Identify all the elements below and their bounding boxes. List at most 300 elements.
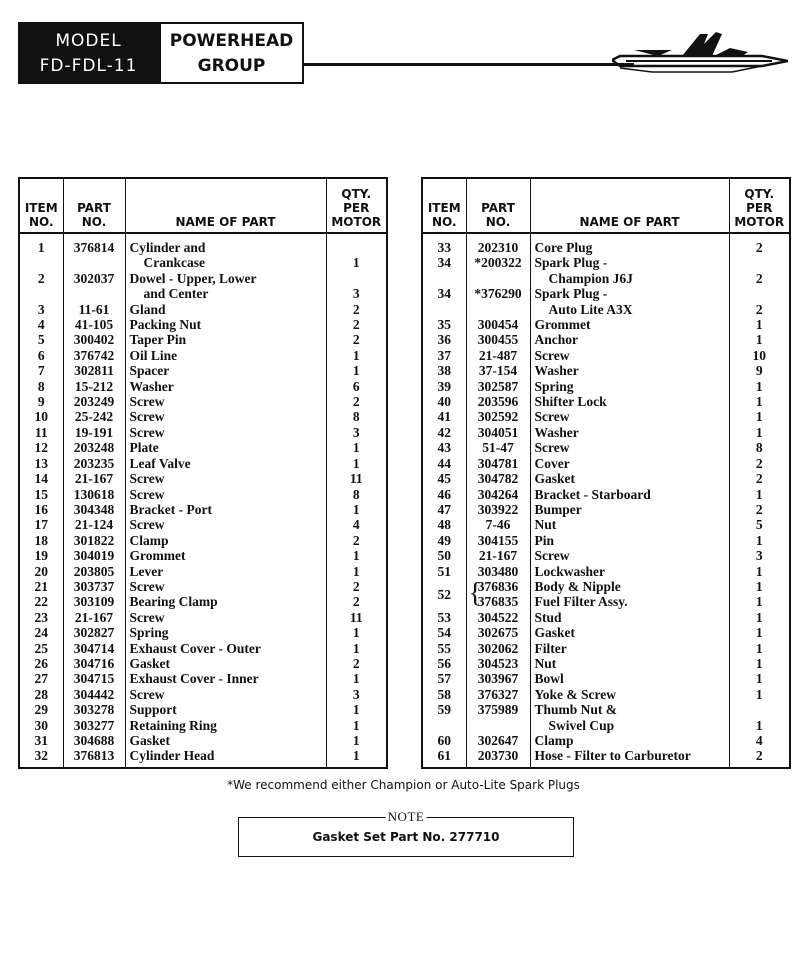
item-no: 5 [19,332,63,347]
header-part-no: PART NO. [466,178,530,233]
qty-per-motor: 2 [352,594,360,610]
part-name-line: Gasket [129,655,170,671]
part-name-line: Champion J6J [548,270,633,286]
part-name-line: and Center [143,286,209,302]
table-row [422,233,790,255]
qty-per-motor: 3 [352,686,360,702]
table-row [422,332,790,347]
part-no: *376290 [466,286,530,317]
item-no: 24 [19,625,63,640]
table-row [19,317,387,332]
part-no: 303480 [466,564,530,579]
qty-per-motor: 8 [755,440,763,456]
part-name [530,502,729,517]
item-no: 23 [19,610,63,625]
qty-per-motor: 1 [352,548,360,564]
table-row [422,471,790,486]
part-no: 11-61 [63,302,125,317]
part-name [530,471,729,486]
table-row [19,363,387,378]
table-row [19,548,387,563]
qty-per-motor: 2 [755,240,763,255]
qty-per-motor: 2 [755,501,763,517]
brace-bracket: { [468,577,482,609]
table-row [422,425,790,440]
table-row [422,409,790,424]
qty-per-motor: 1 [755,409,763,425]
qty-per-motor: 1 [352,733,360,748]
part-name-line: Bracket - Port [129,501,212,517]
part-name-line: Lockwasher [534,563,605,579]
part-name-line: Spark Plug - [534,255,608,271]
part-name-line: Core Plug [534,240,593,255]
table-row [19,471,387,486]
part-name [530,286,729,317]
part-no: 130618 [63,487,125,502]
item-no: 3 [19,302,63,317]
part-name [530,456,729,471]
part-name-line: Pin [534,532,555,548]
item-no: 58 [422,687,466,702]
table-row [19,487,387,502]
part-name [125,440,326,455]
qty-per-motor: 10 [752,347,766,363]
item-no: 42 [422,425,466,440]
qty-per-motor: 1 [755,532,763,548]
item-no: 43 [422,440,466,455]
qty-per-motor: 1 [755,609,763,625]
qty-per-motor: 1 [352,702,360,718]
part-name [530,440,729,455]
part-name-line: Screw [129,409,165,425]
part-name-line: Exhaust Cover - Inner [129,671,259,687]
table-row [19,502,387,517]
item-no: 12 [19,440,63,455]
item-no: 54 [422,625,466,640]
qty-per-motor: 1 [352,563,360,579]
item-no: 56 [422,656,466,671]
qty-per-motor: 2 [755,455,763,471]
part-name [125,748,326,767]
part-name-line: Washer [534,424,579,440]
table-row [19,656,387,671]
part-no: 203235 [63,456,125,471]
item-no: 8 [19,379,63,394]
item-no: 4 [19,317,63,332]
table-row [19,687,387,702]
part-name-line: Cylinder and [129,240,206,255]
group-title-line2: GROUP [197,56,266,76]
table-row [422,440,790,455]
table-row [19,579,387,594]
item-no: 47 [422,502,466,517]
part-name-line: Fuel Filter Assy. [534,594,628,610]
part-name-line: Bearing Clamp [129,594,218,610]
table-row [19,733,387,748]
part-name [125,502,326,517]
table-row [422,502,790,517]
part-name-line: Screw [129,394,165,410]
item-no: 59 [422,702,466,733]
part-name-line: Grommet [534,317,591,333]
part-name-line: Screw [129,609,165,625]
table-row [19,271,387,302]
table-row [422,286,790,317]
part-name [530,687,729,702]
part-name [125,271,326,302]
group-title-box [159,22,304,84]
part-name-line: Retaining Ring [129,717,217,733]
item-no: 40 [422,394,466,409]
group-title-line1: POWERHEAD [169,31,294,51]
part-name [530,487,729,502]
part-name-line: Thumb Nut & [534,702,618,718]
part-name [530,409,729,424]
table-row [422,579,790,610]
item-no: 53 [422,610,466,625]
table-row [19,233,387,271]
part-no: 376742 [63,348,125,363]
part-name-line: Gasket [129,733,170,748]
qty-per-motor: 2 [755,270,763,286]
item-no: 38 [422,363,466,378]
item-no: 14 [19,471,63,486]
qty-per-motor: 5 [755,517,763,533]
qty-per-motor: 11 [349,471,363,487]
parts-rows-left [19,233,387,768]
item-no: 50 [422,548,466,563]
qty-per-motor: 1 [352,440,360,456]
part-name [530,317,729,332]
part-name-line: Grommet [129,548,186,564]
model-label: MODEL [55,31,122,51]
part-no: 304155 [466,533,530,548]
item-no: 11 [19,425,63,440]
part-no: 300402 [63,332,125,347]
item-no: 41 [422,409,466,424]
part-name [530,579,729,610]
part-name-line: Washer [129,378,174,394]
item-no: 30 [19,718,63,733]
qty-per-motor: 4 [755,733,763,748]
header-name-of-part: NAME OF PART [125,178,326,233]
qty-per-motor: 1 [352,748,360,764]
part-no: 21-167 [63,471,125,486]
part-name-line: Spark Plug - [534,286,608,302]
table-row [19,409,387,424]
part-name [530,394,729,409]
part-name-line: Clamp [534,733,574,748]
qty-per-motor: 4 [352,517,360,533]
header-rule [304,63,634,66]
part-no: 304348 [63,502,125,517]
table-row [19,348,387,363]
qty-per-motor: 2 [352,332,360,348]
part-name-line: Gland [129,301,166,317]
part-no: 203248 [63,440,125,455]
table-header-row [422,178,790,233]
qty-per-motor: 2 [352,394,360,410]
part-name [125,594,326,609]
part-no: 302811 [63,363,125,378]
part-no: 37-154 [466,363,530,378]
table-row [19,718,387,733]
parts-rows-right [422,233,790,768]
part-name-line: Cylinder Head [129,748,215,764]
part-no: 302647 [466,733,530,748]
part-no: 303109 [63,594,125,609]
table-row [422,671,790,686]
item-no: 19 [19,548,63,563]
part-name-line: Spacer [129,363,170,379]
part-name [125,733,326,748]
qty-per-motor: 1 [352,347,360,363]
part-no: 304715 [63,671,125,686]
part-no: 304523 [466,656,530,671]
part-no-line: 376835 [477,594,519,610]
item-no: 13 [19,456,63,471]
item-no: 6 [19,348,63,363]
part-name [125,471,326,486]
item-no: 21 [19,579,63,594]
part-name-line: Nut [534,655,557,671]
qty-per-motor: 3 [755,548,763,564]
part-name [125,548,326,563]
part-name-line: Crankcase [143,255,205,271]
part-no: 203730 [466,748,530,767]
item-no: 37 [422,348,466,363]
part-name [125,517,326,532]
header-name-of-part: NAME OF PART [530,178,729,233]
part-no: 21-487 [466,348,530,363]
item-no: 55 [422,641,466,656]
qty-per-motor [729,579,790,610]
part-no: 203596 [466,394,530,409]
part-name-line: Screw [534,347,570,363]
part-no: 302675 [466,625,530,640]
part-no: 303278 [63,702,125,717]
part-name [530,748,729,767]
part-name-line: Gasket [534,625,575,641]
part-name [530,233,729,255]
part-no: 304019 [63,548,125,563]
item-no: 32 [19,748,63,767]
qty-per-motor: 3 [352,286,360,302]
part-name-line: Screw [129,578,165,594]
table-row [19,702,387,717]
item-no: 60 [422,733,466,748]
qty-per-motor: 6 [352,378,360,394]
part-name [125,718,326,733]
part-name [125,625,326,640]
qty-per-motor: 1 [755,655,763,671]
item-no: 34 [422,255,466,286]
part-no: 304716 [63,656,125,671]
part-name-line: Hose - Filter to Carburetor [534,748,691,764]
part-name [125,487,326,502]
part-no: 203805 [63,564,125,579]
part-name [530,641,729,656]
part-no: 304522 [466,610,530,625]
item-no: 34 [422,286,466,317]
part-name [125,363,326,378]
qty-line: 1 [755,594,763,610]
item-no: 10 [19,409,63,424]
qty-per-motor: 1 [755,640,763,656]
part-name-line: Clamp [129,532,169,548]
part-name-line: Support [129,702,177,718]
item-no: 16 [19,502,63,517]
qty-per-motor: 8 [352,486,360,502]
qty-per-motor: 2 [352,655,360,671]
item-no: 29 [19,702,63,717]
qty-per-motor: 2 [352,301,360,317]
part-no: *200322 [466,255,530,286]
part-name [125,656,326,671]
qty-per-motor: 1 [352,640,360,656]
part-name-line: Spring [534,378,574,394]
table-row [422,733,790,748]
part-name [530,671,729,686]
qty-per-motor: 1 [755,686,763,702]
part-no: 15-212 [63,379,125,394]
part-no: 21-167 [63,610,125,625]
part-name [530,702,729,733]
part-name-line: Plate [129,440,159,456]
part-no: 376814 [63,233,125,271]
table-row [19,625,387,640]
table-row [422,255,790,286]
table-row [422,548,790,563]
item-no: 52 [422,579,466,610]
part-name-line: Screw [129,471,165,487]
table-row [422,641,790,656]
qty-per-motor: 1 [755,717,763,733]
part-name-line: Anchor [534,332,578,348]
table-row [422,687,790,702]
item-no: 46 [422,487,466,502]
part-name [125,564,326,579]
part-name-line: Packing Nut [129,317,202,333]
qty-per-motor: 2 [755,471,763,487]
table-row [422,363,790,378]
qty-per-motor: 2 [755,748,763,764]
item-no: 17 [19,517,63,532]
parts-table-left [18,177,388,769]
part-name [125,579,326,594]
part-name [530,610,729,625]
part-name [125,533,326,548]
qty-per-motor: 2 [755,301,763,317]
table-row [19,533,387,548]
qty-per-motor: 1 [352,363,360,379]
part-no: 304264 [466,487,530,502]
part-no [466,579,530,610]
qty-per-motor: 8 [352,409,360,425]
part-name [530,255,729,286]
part-name-line: Gasket [534,471,575,487]
part-name [530,733,729,748]
part-name [530,517,729,532]
table-row [19,456,387,471]
part-name [125,233,326,271]
table-row [422,348,790,363]
qty-per-motor: 1 [755,563,763,579]
qty-per-motor: 11 [349,609,363,625]
item-no: 48 [422,517,466,532]
qty-per-motor: 2 [352,532,360,548]
qty-per-motor: 3 [352,424,360,440]
part-no: 21-167 [466,548,530,563]
table-row [19,564,387,579]
qty-per-motor: 1 [755,332,763,348]
part-no-line: 376836 [477,578,519,594]
part-no: 303277 [63,718,125,733]
item-no: 39 [422,379,466,394]
part-name-line: Exhaust Cover - Outer [129,640,261,656]
qty-per-motor: 1 [755,317,763,333]
part-name-line: Screw [129,424,165,440]
part-no: 304781 [466,456,530,471]
parts-table-right [421,177,791,769]
spark-plug-footnote: *We recommend either Champion or Auto-Lite Spark Plugs [227,778,580,792]
part-no: 303967 [466,671,530,686]
item-no: 33 [422,233,466,255]
table-row [19,379,387,394]
table-row [19,671,387,686]
part-name [125,425,326,440]
part-name [125,641,326,656]
part-no: 41-105 [63,317,125,332]
item-no: 45 [422,471,466,486]
qty-per-motor: 1 [352,625,360,641]
part-name-line: Swivel Cup [548,717,615,733]
part-name-line: Bumper [534,501,582,517]
part-no: 19-191 [63,425,125,440]
item-no: 18 [19,533,63,548]
header-qty-per-motor: QTY. PER MOTOR [729,178,790,233]
part-name-line: Oil Line [129,347,178,363]
table-row [19,610,387,625]
part-name [530,656,729,671]
part-name-line: Screw [129,517,165,533]
qty-per-motor: 1 [352,717,360,733]
part-name-line: Spring [129,625,169,641]
part-no: 7-46 [466,517,530,532]
table-row [422,394,790,409]
part-no: 304051 [466,425,530,440]
part-no: 302592 [466,409,530,424]
part-no: 302037 [63,271,125,302]
qty-per-motor: 1 [755,671,763,687]
item-no: 35 [422,317,466,332]
part-name [125,317,326,332]
part-no: 51-47 [466,440,530,455]
table-header-row [19,178,387,233]
part-no: 300454 [466,317,530,332]
table-row [422,656,790,671]
table-row [422,564,790,579]
item-no: 26 [19,656,63,671]
part-no: 303922 [466,502,530,517]
item-no: 9 [19,394,63,409]
item-no: 1 [19,233,63,271]
part-no: 302587 [466,379,530,394]
table-row [422,533,790,548]
note-box [238,809,574,857]
table-row [422,625,790,640]
part-no: 25-242 [63,409,125,424]
